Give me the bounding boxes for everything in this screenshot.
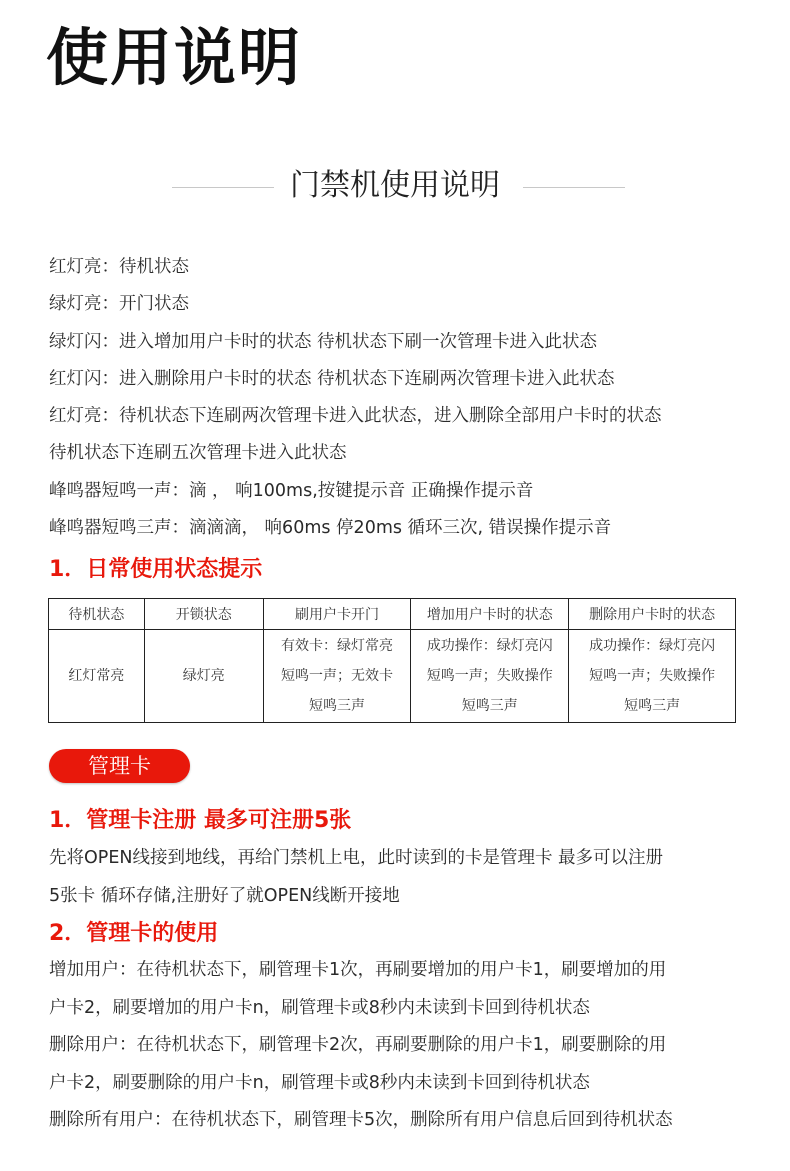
usage-line: 户卡2，刷要删除的用户卡n，刷管理卡或8秒内未读到卡回到待机状态: [49, 1072, 590, 1093]
intro-line: 红灯亮：待机状态下连刷两次管理卡进入此状态，进入删除全部用户卡时的状态: [49, 406, 662, 427]
subtitle-block: [0, 160, 790, 210]
register-text: [49, 840, 769, 915]
table-cell-line: 绿灯亮: [182, 668, 225, 684]
table-cell: [263, 630, 411, 723]
management-card-badge: 管理卡: [49, 749, 190, 783]
page-title: 使用说明: [46, 21, 303, 94]
table-row: [49, 630, 736, 723]
table-cell-line: 成功操作：绿灯亮闪: [426, 638, 553, 654]
table-cell: [569, 630, 736, 723]
intro-line: 绿灯闪：进入增加用户卡时的状态 待机状态下刷一次管理卡进入此状态: [49, 331, 598, 352]
table-header-cell: 增加用户卡时的状态: [411, 599, 569, 630]
table-header-cell: 删除用户卡时的状态: [569, 599, 736, 630]
intro-text: [49, 249, 769, 547]
section-heading-usage: 2．管理卡的使用: [49, 921, 219, 946]
register-line: 5张卡 循环存储,注册好了就OPEN线断开接地: [49, 885, 400, 906]
table-cell-line: 有效卡：绿灯常亮: [281, 638, 394, 654]
usage-line: 增加用户：在待机状态下，刷管理卡1次，再刷要增加的用户卡1，刷要增加的用: [49, 960, 667, 980]
table-cell-line: 短鸣三声: [309, 698, 366, 714]
table-header-cell: 刷用户卡开门: [263, 599, 411, 630]
section-heading-register: 1．管理卡注册 最多可注册5张: [49, 808, 352, 833]
intro-line: 待机状态下连刷五次管理卡进入此状态: [49, 443, 347, 464]
intro-line: 红灯闪：进入删除用户卡时的状态 待机状态下连刷两次管理卡进入此状态: [49, 368, 615, 389]
table-cell-line: 短鸣三声: [624, 698, 681, 714]
usage-line: 删除用户：在待机状态下，刷管理卡2次，再刷要删除的用户卡1，刷要删除的用: [49, 1035, 667, 1055]
table-header-cell: 待机状态: [49, 599, 145, 630]
table-cell-line: 短鸣一声；无效卡: [281, 668, 394, 684]
table-cell: [49, 630, 145, 723]
usage-line: 户卡2，刷要增加的用户卡n，刷管理卡或8秒内未读到卡回到待机状态: [49, 997, 590, 1018]
intro-line: 绿灯亮：开门状态: [49, 294, 189, 315]
subtitle: 门禁机使用说明: [290, 168, 500, 203]
usage-text: [49, 952, 769, 1140]
register-line: 先将OPEN线接到地线，再给门禁机上电，此时读到的卡是管理卡 最多可以注册: [49, 848, 664, 868]
table-cell-line: 成功操作：绿灯亮闪: [589, 638, 716, 654]
table-cell-line: 短鸣三声: [461, 698, 518, 714]
intro-line: 峰鸣器短鸣三声：滴滴滴， 响60ms 停20ms 循环三次, 错误操作提示音: [49, 518, 612, 539]
section-heading-daily-status: 1．日常使用状态提示: [49, 557, 263, 582]
intro-line: 红灯亮：待机状态: [49, 257, 189, 277]
status-table: [48, 598, 736, 723]
table-cell: [144, 630, 263, 723]
table-header-cell: 开锁状态: [144, 599, 263, 630]
usage-line: 删除所有用户：在待机状态下，刷管理卡5次，删除所有用户信息后回到待机状态: [49, 1110, 673, 1130]
table-cell-line: 红灯常亮: [68, 668, 125, 684]
table-header-row: [49, 599, 736, 630]
table-cell-line: 短鸣一声；失败操作: [426, 668, 553, 684]
table-cell-line: 短鸣一声；失败操作: [589, 668, 716, 684]
subtitle-divider-right: [523, 187, 625, 188]
intro-line: 峰鸣器短鸣一声：滴 ， 响100ms,按键提示音 正确操作提示音: [49, 480, 534, 501]
table-cell: [411, 630, 569, 723]
